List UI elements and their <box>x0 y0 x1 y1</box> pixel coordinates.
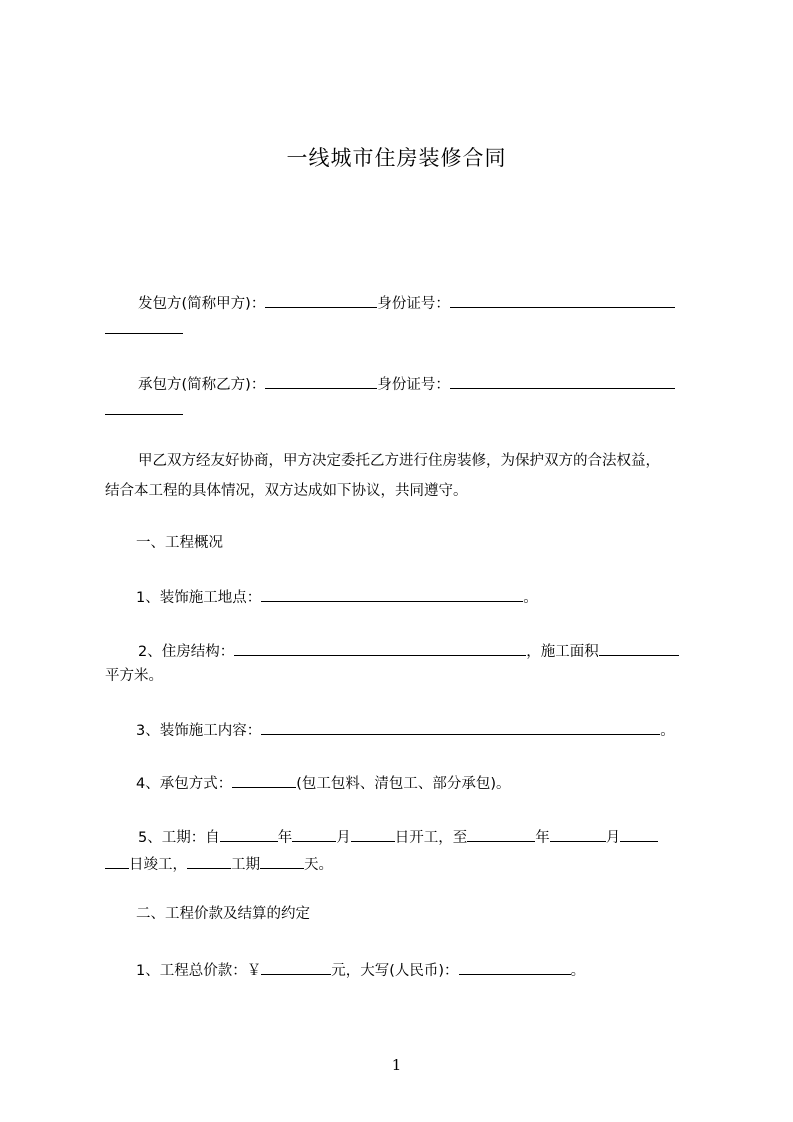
party-a-id-label: 身份证号： <box>377 296 450 312</box>
party-a-id-blank-continued[interactable] <box>105 333 183 334</box>
period-prefix-blank[interactable] <box>187 852 231 869</box>
item-2-unit: 平方米。 <box>105 668 163 684</box>
month-label: 月 <box>336 830 351 846</box>
page-number: 1 <box>391 1056 402 1074</box>
period-label: 工期 <box>231 857 260 873</box>
item-4-options: (包工包料、清包工、部分承包)。 <box>296 776 511 792</box>
item-4-line <box>136 771 511 794</box>
year-label: 年 <box>277 830 293 846</box>
party-b-id-blank-continued[interactable] <box>105 414 183 415</box>
end-day-blank[interactable] <box>620 825 658 842</box>
contract-method-blank[interactable] <box>232 771 296 788</box>
party-a-name-blank[interactable] <box>265 291 377 308</box>
start-year-blank[interactable] <box>220 825 278 842</box>
construction-area-blank[interactable] <box>599 639 679 656</box>
price-label: 1、工程总价款：￥ <box>136 963 262 979</box>
item-1-end: 。 <box>523 590 538 606</box>
price-words-blank[interactable] <box>459 958 571 975</box>
start-day-label: 日开工，至 <box>394 830 468 846</box>
construction-address-blank[interactable] <box>261 585 523 602</box>
party-b-id-label: 身份证号： <box>377 377 450 393</box>
section-1-heading: 一、工程概况 <box>136 535 223 551</box>
item-1-label: 1、装饰施工地点： <box>136 590 262 606</box>
end-month-blank[interactable] <box>550 825 606 842</box>
construction-content-blank[interactable] <box>261 718 660 735</box>
item-3-end: 。 <box>660 723 675 739</box>
party-b-id-blank[interactable] <box>450 372 675 389</box>
item-5-line <box>138 825 658 848</box>
start-month-blank[interactable] <box>292 825 336 842</box>
price-end: 。 <box>570 963 586 979</box>
section-2-heading: 二、工程价款及结算的约定 <box>136 906 310 922</box>
intro-line-1: 甲乙双方经友好协商，甲方决定委托乙方进行住房装修，为保护双方的合法权益， <box>138 453 660 469</box>
end-month-label: 月 <box>605 830 621 846</box>
end-day-label: 日竣工， <box>129 857 187 873</box>
total-price-blank[interactable] <box>261 958 331 975</box>
party-b-line <box>138 372 675 395</box>
start-day-blank[interactable] <box>351 825 395 842</box>
party-a-label: 发包方(简称甲方)： <box>138 296 266 312</box>
party-b-name-blank[interactable] <box>265 372 377 389</box>
price-line <box>136 958 585 981</box>
item-4-label: 4、承包方式： <box>136 776 233 792</box>
intro-line-2: 结合本工程的具体情况，双方达成如下协议，共同遵守。 <box>105 483 468 499</box>
item-1-line <box>136 585 538 608</box>
item-5-line-2 <box>105 852 333 875</box>
contract-title: 一线城市住房装修合同 <box>286 146 507 170</box>
item-5-label: 5、工期：自 <box>138 830 220 846</box>
house-structure-blank[interactable] <box>234 639 526 656</box>
item-2-line <box>138 639 679 662</box>
party-a-id-blank[interactable] <box>450 291 675 308</box>
party-b-label: 承包方(简称乙方)： <box>138 377 266 393</box>
period-days-blank[interactable] <box>260 852 304 869</box>
end-year-label: 年 <box>535 830 550 846</box>
item-3-label: 3、装饰施工内容： <box>136 723 262 739</box>
item-2-label: 2、住房结构： <box>138 644 235 660</box>
days-label: 天。 <box>304 857 333 873</box>
price-words-label: 元，大写(人民币)： <box>331 963 459 979</box>
end-day-blank-continued[interactable] <box>105 852 129 869</box>
end-year-blank[interactable] <box>467 825 535 842</box>
item-3-line <box>136 718 675 741</box>
item-2-mid: ，施工面积 <box>526 644 599 660</box>
party-a-line <box>138 291 675 314</box>
